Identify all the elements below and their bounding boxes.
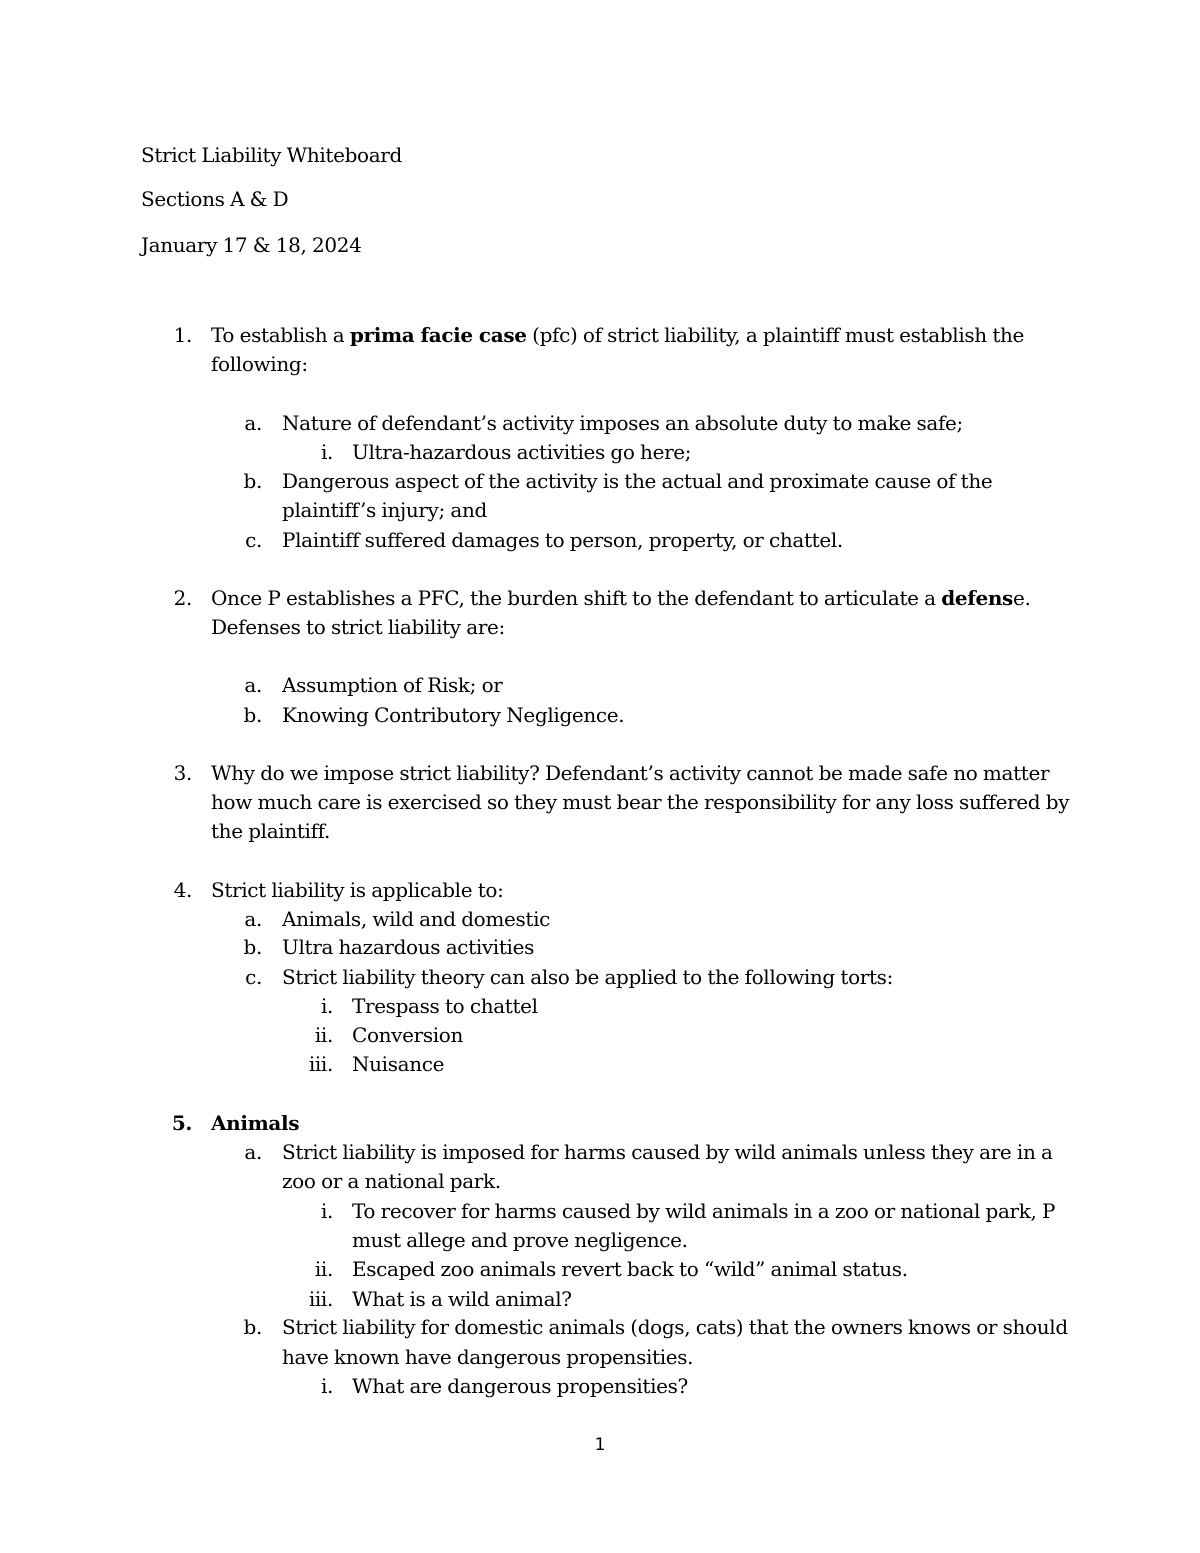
list-item-text: Escaped zoo animals revert back to “wild” animal status. [352, 1257, 908, 1281]
document-title: Strict Liability Whiteboard [141, 143, 402, 167]
list-item-text: Once P establishes a PFC, the burden shift to the defendant to articulate a defense. [211, 586, 1031, 610]
list-item-text: have known have dangerous propensities. [282, 1345, 694, 1369]
list-number: 3. [173, 761, 192, 785]
list-item-text: Strict liability is applicable to: [211, 878, 504, 902]
list-marker: ii. [314, 1257, 333, 1281]
list-item-text: Trespass to chattel [352, 994, 538, 1018]
list-number: 4. [173, 878, 192, 902]
list-number: 2. [173, 586, 192, 610]
document-sections: Sections A & D [141, 187, 289, 211]
list-marker: a. [244, 1140, 262, 1164]
list-marker: i. [320, 1199, 333, 1223]
list-marker: a. [244, 673, 262, 697]
list-marker: b. [243, 469, 262, 493]
list-item-text: Conversion [352, 1023, 464, 1047]
list-item-text: Why do we impose strict liability? Defendant’s activity cannot be made safe no matter [211, 761, 1050, 785]
list-marker: i. [320, 1374, 333, 1398]
list-item-text: To recover for harms caused by wild animals in a zoo or national park, P [352, 1199, 1056, 1223]
list-item-text: the plaintiff. [211, 819, 330, 843]
list-item-text: Strict liability is imposed for harms caused by wild animals unless they are in a [282, 1140, 1053, 1164]
section-heading: Animals [211, 1111, 300, 1135]
list-item-text: What are dangerous propensities? [352, 1374, 688, 1398]
list-marker: ii. [314, 1023, 333, 1047]
list-marker: b. [243, 935, 262, 959]
list-item-text: Assumption of Risk; or [282, 673, 503, 697]
list-marker: iii. [308, 1052, 333, 1076]
list-item-text: Animals, wild and domestic [282, 907, 550, 931]
list-marker: i. [320, 440, 333, 464]
list-marker: c. [245, 528, 262, 552]
list-item-text: Knowing Contributory Negligence. [282, 703, 625, 727]
list-item-text: Plaintiff suffered damages to person, property, or chattel. [282, 528, 843, 552]
list-marker: i. [320, 994, 333, 1018]
list-marker: a. [244, 411, 262, 435]
document-date: January 17 & 18, 2024 [141, 233, 362, 257]
list-marker: b. [243, 1315, 262, 1339]
list-item-text: plaintiff’s injury; and [282, 498, 487, 522]
list-item-text: Ultra-hazardous activities go here; [352, 440, 692, 464]
list-item-text: how much care is exercised so they must bear the responsibility for any loss suffered by [211, 790, 1070, 814]
list-item-text: To establish a prima facie case (pfc) of strict liability, a plaintiff must establish the [211, 323, 1025, 347]
bold-term: prima facie case [349, 323, 527, 347]
list-item-text: Dangerous aspect of the activity is the actual and proximate cause of the [282, 469, 993, 493]
list-marker: a. [244, 907, 262, 931]
list-number: 5. [171, 1111, 192, 1135]
list-number: 1. [173, 323, 192, 347]
list-item-text: Nuisance [352, 1052, 445, 1076]
list-item-text: must allege and prove negligence. [352, 1228, 688, 1252]
list-marker: iii. [308, 1287, 333, 1311]
list-marker: b. [243, 703, 262, 727]
list-item-text: following: [211, 352, 308, 376]
list-item-text: Strict liability theory can also be applied to the following torts: [282, 965, 893, 989]
list-item-text: Ultra hazardous activities [282, 935, 534, 959]
list-item-text: What is a wild animal? [352, 1287, 572, 1311]
bold-term: defens [941, 586, 1013, 610]
list-marker: c. [245, 965, 262, 989]
page-number: 1 [594, 1435, 606, 1455]
list-item-text: zoo or a national park. [282, 1169, 501, 1193]
list-item-text: Defenses to strict liability are: [211, 615, 505, 639]
list-item-text: Nature of defendant’s activity imposes an absolute duty to make safe; [282, 411, 963, 435]
list-item-text: Strict liability for domestic animals (dogs, cats) that the owners knows or should [282, 1315, 1068, 1339]
